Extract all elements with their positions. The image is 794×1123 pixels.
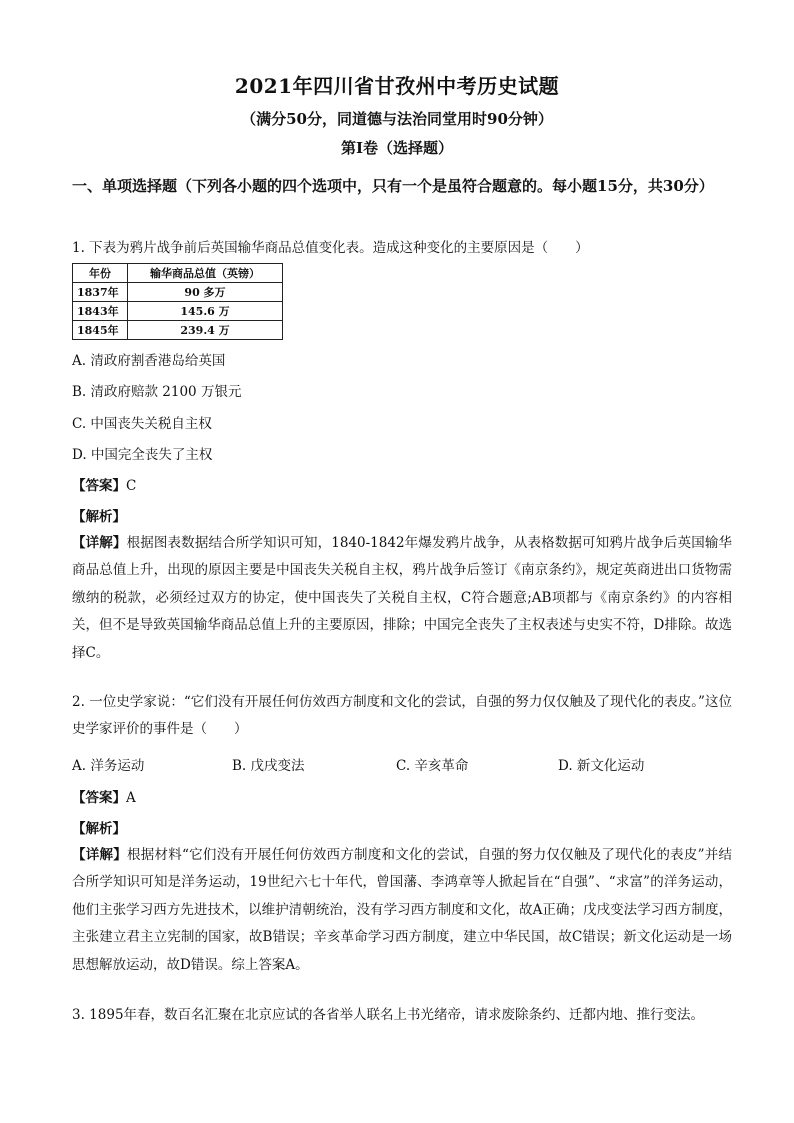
table-header-value: 输华商品总值（英镑） <box>128 264 283 283</box>
question-2-option-d: D. 新文化运动 <box>558 758 645 774</box>
question-1-option-a: A. 清政府割香港岛给英国 <box>72 353 226 369</box>
question-2-option-c: C. 辛亥革命 <box>396 758 469 774</box>
section-heading: 一、单项选择题（下列各小题的四个选项中，只有一个是虽符合题意的。每小题15分，共30分） <box>72 177 714 195</box>
question-2-option-b: B. 戊戌变法 <box>232 758 305 774</box>
question-2-options <box>72 754 732 774</box>
answer-label: 【答案】 <box>72 478 126 494</box>
trade-value-table <box>72 263 283 340</box>
question-1-option-b: B. 清政府赔款 2100 万银元 <box>72 384 242 400</box>
table-cell-value: 239.4 万 <box>128 321 283 340</box>
table-cell-value: 90 多万 <box>128 283 283 302</box>
exam-subtitle: （满分50分，同道德与法治同堂用时90分钟） <box>241 110 553 128</box>
detail-label: 【详解】 <box>72 535 127 551</box>
question-2-detail <box>72 842 732 979</box>
table-cell-year: 1843年 <box>73 302 128 321</box>
question-2-answer <box>72 786 732 806</box>
page-title: 2021年四川省甘孜州中考历史试题 <box>234 74 560 98</box>
table-cell-value: 145.6 万 <box>128 302 283 321</box>
table-header-year: 年份 <box>73 264 128 283</box>
table-row <box>73 302 283 321</box>
question-3-stem: 3. 1895年春，数百名汇聚在北京应试的各省举人联名上书光绪帝，请求废除条约、迁都内地、推行变法。 <box>72 1007 705 1023</box>
question-2-stem: 2. 一位史学家说：“它们没有开展任何仿效西方制度和文化的尝试，自强的努力仅仅触及了现代化的表皮。”这位史学家评价的事件是（ ） <box>72 694 732 738</box>
answer-label: 【答案】 <box>72 790 126 806</box>
table-header-row <box>73 264 283 283</box>
table-cell-year: 1845年 <box>73 321 128 340</box>
table-row <box>73 321 283 340</box>
answer-value: A <box>126 790 136 806</box>
question-1-detail <box>72 530 732 667</box>
volume-heading: 第I卷（选择题） <box>340 139 454 157</box>
question-1-answer <box>72 474 732 494</box>
detail-text: 根据材料“它们没有开展任何仿效西方制度和文化的尝试，自强的努力仅仅触及了现代化的表皮”并结合所学知识可知是洋务运动，19世纪六七十年代，曾国藩、李鸿章等人掀起旨在“自强”、“求富”的洋务运动，他们主张学习西方先进技术，以维护清朝统治，没有学习西方制度和文化，故A正确；戊戌变法学习西方制度，主张建立君主立宪制的国家，故B错误；辛亥革命学习西方制度，建立中华民国，故C错误；新文化运动是一场思想解放运动，故D错误。综上答案A。 <box>72 847 732 973</box>
question-1-option-d: D. 中国完全丧失了主权 <box>72 447 213 463</box>
question-1-option-c: C. 中国丧失关税自主权 <box>72 416 212 432</box>
answer-value: C <box>126 478 137 494</box>
table-row <box>73 283 283 302</box>
detail-label: 【详解】 <box>72 847 127 863</box>
table-cell-year: 1837年 <box>73 283 128 302</box>
question-2-option-a: A. 洋务运动 <box>72 758 145 774</box>
detail-text: 根据图表数据结合所学知识可知，1840-1842年爆发鸦片战争，从表格数据可知鸦片战争后英国输华商品总值上升，出现的原因主要是中国丧失关税自主权，鸦片战争后签订《南京条约》，规定英商进出口货物需缴纳的税款，必须经过双方的协定，使中国丧失了关税自主权，C符合题意;AB项都与《南京条约》的内容相关，但不是导致英国输华商品总值上升的主要原因，排除；中国完全丧失了主权表述与史实不符，D排除。故选择C。 <box>72 535 733 661</box>
question-1-analysis-label: 【解析】 <box>72 509 126 525</box>
question-2-analysis-label: 【解析】 <box>72 821 126 837</box>
question-1-stem: 1. 下表为鸦片战争前后英国输华商品总值变化表。造成这种变化的主要原因是（ ） <box>72 240 589 256</box>
